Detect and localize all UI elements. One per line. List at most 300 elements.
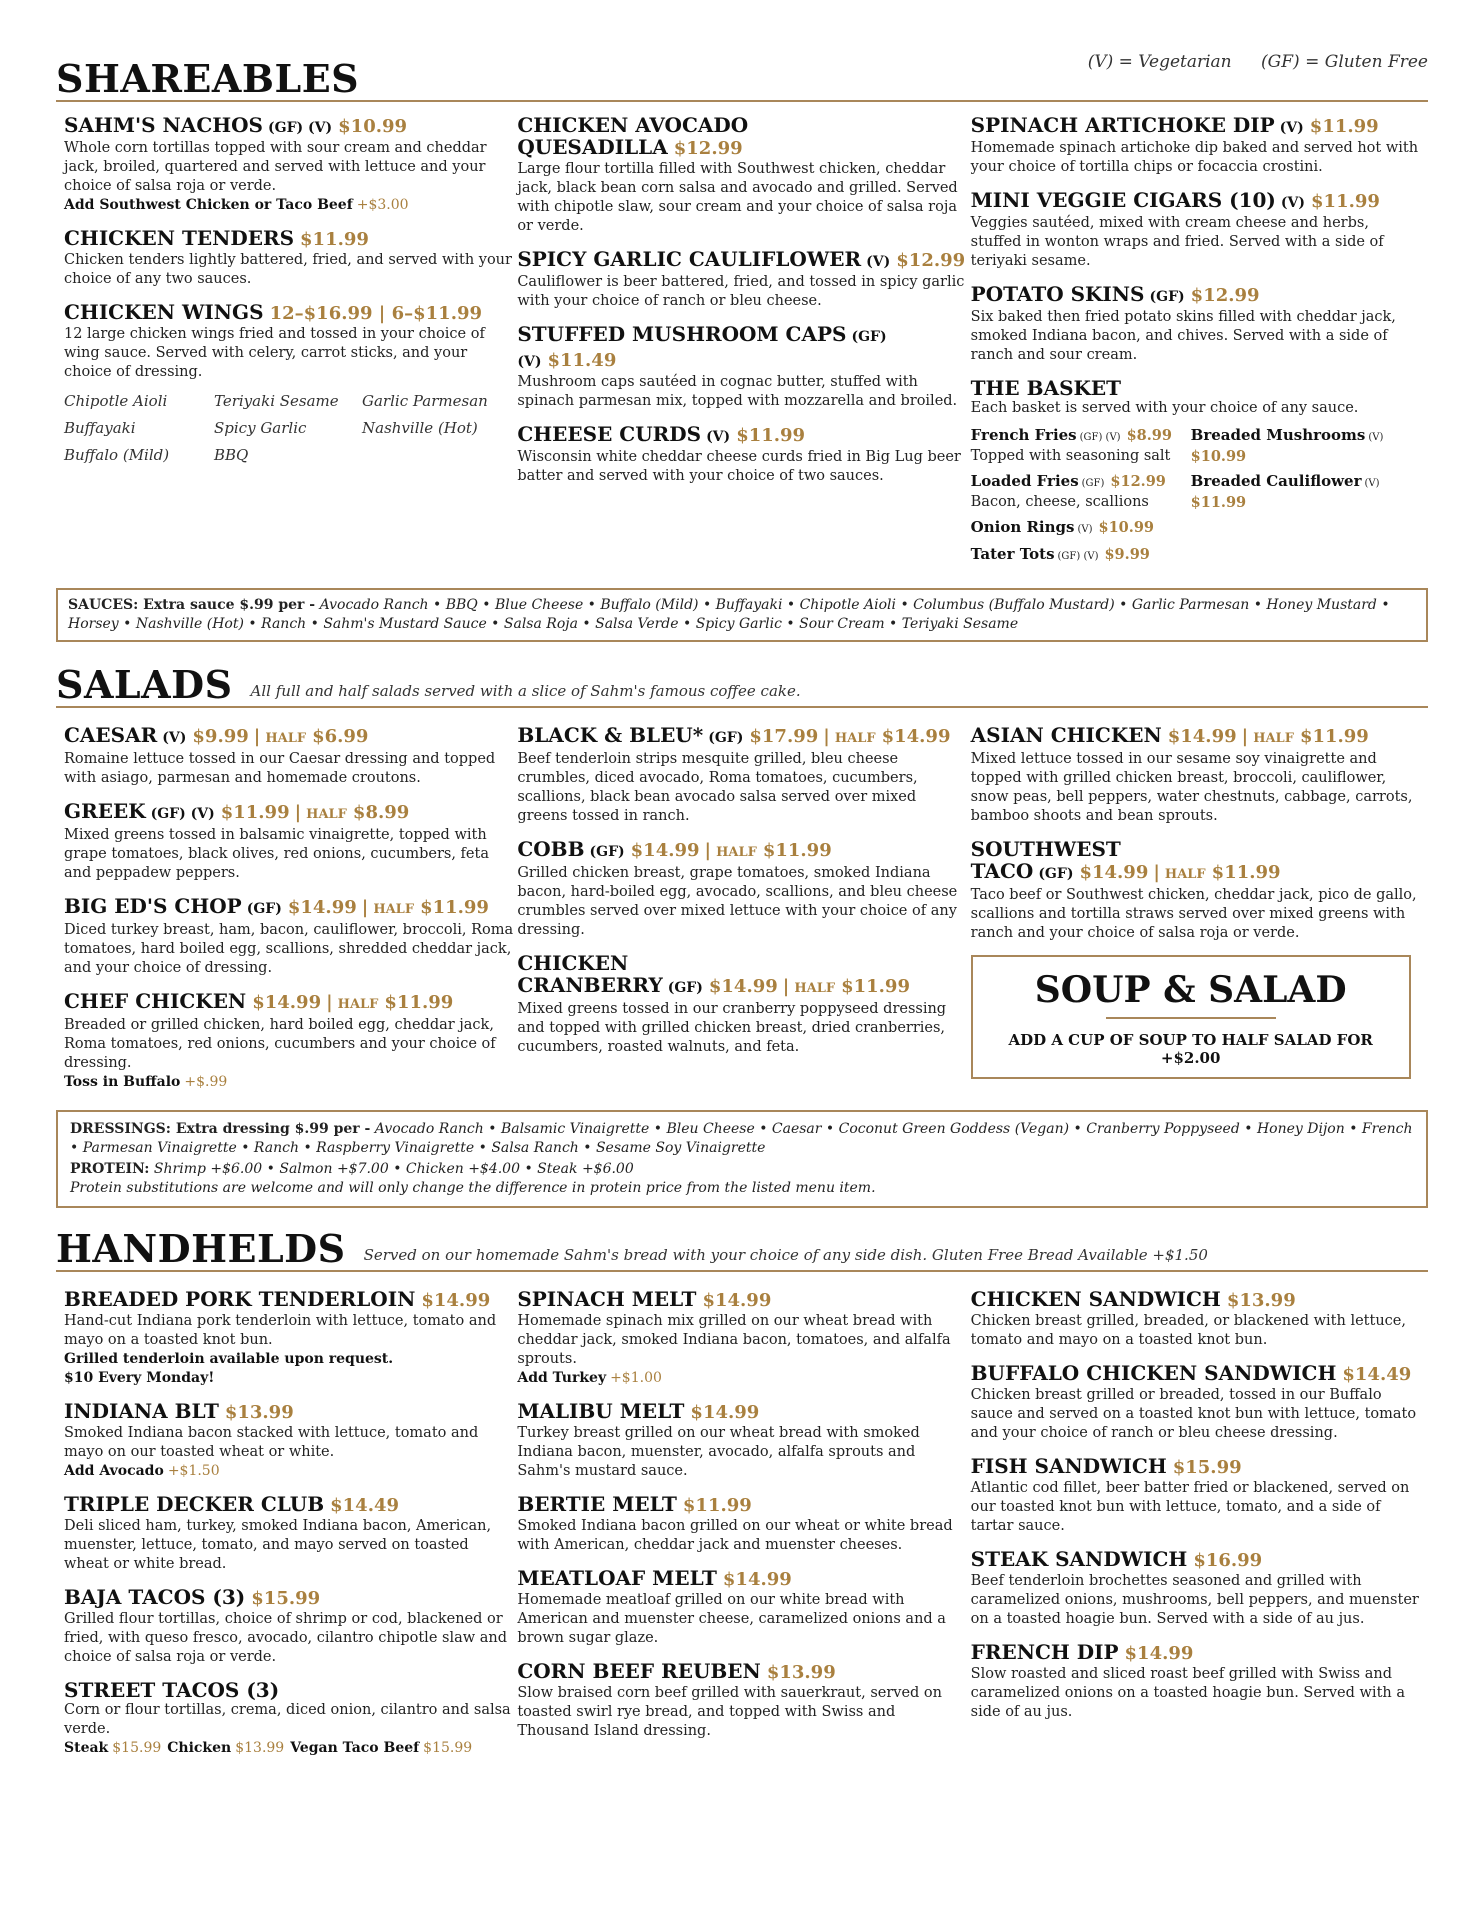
item-description: Beef tenderloin brochettes seasoned and grilled with caramelized onions, mushrooms, bell peppers, and muenster on a toasted hoagie bun. Served with a side of au jus. — [970, 1573, 1419, 1627]
item-name-line — [64, 301, 513, 325]
wing-sauce: Teriyaki Sesame — [214, 392, 339, 410]
diet-tag: (GF) (V) — [150, 806, 215, 822]
item-description: Veggies sautéed, mixed with cream cheese and herbs, stuffed in wonton wraps and fried. Served with a side of teriyaki sesame. — [970, 215, 1384, 269]
item-name-line — [64, 724, 513, 750]
salads-header — [56, 662, 1428, 708]
menu-item — [517, 1493, 966, 1555]
item-name: CHEF CHICKEN — [64, 989, 247, 1013]
item-price: $13.99 — [224, 1402, 294, 1423]
item-price: $14.99 — [722, 1569, 792, 1590]
diet-tag: (V) — [1279, 120, 1304, 136]
half-separator: | — [782, 976, 790, 997]
half-separator: | — [704, 840, 712, 861]
item-name-line — [64, 114, 513, 139]
half-price: $8.99 — [352, 802, 410, 823]
item-extra — [64, 1462, 513, 1481]
diet-tag: (V) — [1280, 195, 1306, 211]
item-name: CAESAR — [64, 723, 158, 747]
protein-line — [70, 1160, 1414, 1179]
basket-item-name: French Fries — [970, 426, 1077, 444]
item-price: $14.99 — [421, 1290, 491, 1311]
item-extra — [64, 1073, 513, 1092]
item-price: $15.99 — [1172, 1457, 1242, 1478]
extra-label: Add Southwest Chicken or Taco Beef — [64, 197, 353, 213]
item-description: Homemade meatloaf grilled on our white bread with American and muenster cheese, caramelized onions and a brown sugar glaze. — [517, 1592, 946, 1646]
menu-item — [64, 301, 513, 464]
item-name: CHICKEN CRANBERRY — [517, 951, 663, 997]
item-price: $14.99 — [702, 1290, 772, 1311]
item-description: Mixed greens tossed in balsamic vinaigrette, topped with grape tomatoes, black olives, red onions, cucumbers, feta and peppadew peppers. — [64, 827, 489, 881]
basket-item-line — [971, 472, 1191, 493]
half-price: $11.99 — [420, 897, 489, 918]
item-name-line — [517, 323, 966, 373]
item-description: Hand-cut Indiana pork tenderloin with lettuce, tomato and mayo on a toasted knot bun. — [64, 1313, 497, 1348]
item-description: Beef tenderloin strips mesquite grilled, bleu cheese crumbles, diced avocado, Roma tomatoes, cucumbers, scallions, black bean avocado salsa served over mixed greens tossed in ranch. — [517, 751, 918, 824]
half-separator: | — [326, 992, 333, 1013]
item-name-line — [517, 1400, 966, 1424]
item-price: $11.99 — [736, 425, 806, 446]
shareables-col-3 — [971, 114, 1420, 584]
menu-item — [971, 283, 1420, 365]
item-name: STEAK SANDWICH — [970, 1547, 1188, 1571]
half-label: HALF — [1164, 867, 1206, 882]
salads-col-2 — [517, 724, 966, 1104]
sauces-label: SAUCES: Extra sauce $.99 per - — [68, 597, 316, 613]
item-name: BAJA TACOS (3) — [64, 1585, 246, 1609]
basket-right — [1191, 426, 1391, 572]
item-extra-2: $10 Every Monday! — [64, 1370, 215, 1386]
menu-item — [64, 1288, 513, 1388]
item-description: Turkey breast grilled on our wheat bread with smoked Indiana bacon, muenster, avocado, alfalfa sprouts and Sahm's mustard sauce. — [517, 1425, 920, 1479]
diet-tag: (GF) (V) — [1057, 551, 1099, 562]
item-name-line — [64, 895, 513, 921]
item-description: Six baked then fried potato skins filled with cheddar jack, smoked Indiana bacon, and chives. Served with a side of ranch and sour cream. — [970, 309, 1396, 363]
menu-item — [517, 724, 966, 826]
menu-item — [64, 1493, 513, 1574]
street-taco-option: Chicken — [167, 1740, 232, 1756]
half-label: HALF — [834, 731, 876, 746]
item-name: CHICKEN TENDERS — [64, 226, 295, 250]
basket-item — [1191, 472, 1391, 512]
street-taco-prices — [64, 1739, 513, 1758]
basket-item-name: Breaded Mushrooms — [1190, 426, 1366, 444]
item-name: TRIPLE DECKER CLUB — [64, 1492, 325, 1516]
dressings-list: Avocado Ranch • Balsamic Vinaigrette • Bleu Cheese • Caesar • Coconut Green Goddess (Vegan) • Cranberry Poppyseed • Honey Dijon • French • Parmesan Vinaigrette • Ranch • Raspberry Vinaigrette • Salsa Ranch • Sesame Soy Vinaigrette — [70, 1121, 1413, 1156]
half-separator: | — [294, 802, 302, 823]
item-name-line — [64, 1288, 513, 1312]
diet-tag: (GF) — [1038, 866, 1074, 882]
salads-col-3 — [971, 724, 1420, 1104]
wing-sauce: BBQ — [214, 446, 249, 464]
item-name: STREET TACOS (3) — [64, 1678, 280, 1702]
item-name: MEATLOAF MELT — [517, 1566, 717, 1590]
item-price: $11.99 — [682, 1495, 752, 1516]
item-description: Smoked Indiana bacon grilled on our wheat or white bread with American, cheddar jack and muenster cheeses. — [517, 1518, 953, 1553]
menu-item — [517, 423, 966, 486]
item-description: Large flour tortilla filled with Southwest chicken, cheddar jack, black bean corn salsa and avocado and grilled. Served with chipotle slaw, sour cream and your choice of salsa roja or verde. — [517, 161, 958, 234]
legend-gluten-free: (GF) = Gluten Free — [1261, 52, 1428, 72]
item-name-line — [517, 1660, 966, 1684]
handhelds-columns — [56, 1288, 1428, 1770]
extra-label: Toss in Buffalo — [64, 1074, 181, 1090]
item-extra — [517, 1369, 966, 1388]
item-name-line — [517, 1567, 966, 1591]
item-name-line — [517, 838, 966, 864]
extra-price: +$1.00 — [610, 1370, 662, 1386]
basket-item-name: Loaded Fries — [970, 472, 1079, 490]
protein-list: Shrimp +$6.00 • Salmon +$7.00 • Chicken +$4.00 • Steak +$6.00 — [153, 1161, 634, 1177]
item-name-line — [971, 1548, 1420, 1572]
item-price: $12.99 — [1190, 285, 1260, 306]
item-name-line — [517, 423, 966, 448]
half-separator: | — [823, 726, 830, 747]
diet-tag: (GF) — [1081, 478, 1105, 489]
item-description: Chicken breast grilled, breaded, or blackened with lettuce, tomato and mayo on a toasted knot bun. — [970, 1313, 1406, 1348]
basket-left — [971, 426, 1191, 572]
basket-title: THE BASKET — [970, 376, 1122, 400]
half-price: $14.99 — [881, 726, 951, 747]
item-price: $14.99 — [252, 992, 322, 1013]
menu-item — [64, 800, 513, 883]
menu-item — [971, 838, 1420, 943]
half-separator: | — [1153, 862, 1160, 883]
item-extra — [64, 196, 513, 215]
item-name: SPINACH MELT — [517, 1287, 697, 1311]
item-price: $16.99 — [1193, 1550, 1263, 1571]
menu-item — [64, 1679, 513, 1758]
item-description: 12 large chicken wings fried and tossed in your choice of wing sauce. Served with celery, carrot sticks, and your choice of dressing. — [64, 326, 485, 380]
diet-tag: (V) — [1368, 432, 1384, 443]
item-name: BUFFALO CHICKEN SANDWICH — [970, 1361, 1337, 1385]
diet-tag: (V) — [162, 730, 187, 746]
basket-item-price: $8.99 — [1126, 427, 1172, 444]
basket-item-price: $9.99 — [1104, 546, 1150, 563]
diet-tag: (GF) — [1149, 289, 1185, 305]
extra-label: Grilled tenderloin available upon request. — [64, 1351, 394, 1367]
item-name: BLACK & BLEU* — [517, 723, 704, 747]
diet-tag: (GF) — [708, 730, 744, 746]
item-price: $14.49 — [330, 1495, 400, 1516]
wing-sauce: Chipotle Aioli — [64, 392, 168, 410]
item-description: Mushroom caps sautéed in cognac butter, stuffed with spinach parmesan mix, topped with mozzarella and broiled. — [517, 374, 958, 409]
basket-item-line — [1191, 426, 1391, 447]
item-name: SPINACH ARTICHOKE DIP — [970, 113, 1275, 137]
half-price: $11.99 — [841, 976, 910, 997]
menu-item — [971, 1362, 1420, 1443]
item-description: Mixed greens tossed in our cranberry poppyseed dressing and topped with grilled chicken breast, dried cranberries, cucumbers, roasted walnuts, and feta. — [517, 1001, 947, 1055]
item-name-line — [517, 114, 966, 160]
item-name-line — [517, 1493, 966, 1517]
item-name-line — [971, 1362, 1420, 1386]
menu-item — [971, 189, 1420, 271]
item-name: POTATO SKINS — [970, 282, 1145, 306]
salads-subtitle: All full and half salads served with a slice of Sahm's famous coffee cake. — [250, 682, 801, 700]
half-label: HALF — [373, 902, 415, 917]
item-description: Slow braised corn beef grilled with sauerkraut, served on toasted swirl rye bread, and topped with Swiss and Thousand Island dressing. — [517, 1685, 942, 1739]
item-name-line — [64, 1679, 513, 1701]
menu-item — [64, 227, 513, 289]
item-name-line — [971, 838, 1420, 886]
menu-item — [517, 114, 966, 236]
item-name: SOUTHWEST TACO — [970, 837, 1121, 883]
diet-tag: (V) — [866, 254, 891, 270]
basket-item-price: $10.99 — [1190, 448, 1247, 465]
item-extra — [64, 1350, 513, 1369]
shareables-col-1 — [64, 114, 513, 584]
basket-item-line — [971, 518, 1191, 539]
item-price: $11.49 — [547, 350, 617, 371]
soup-salad-title: SOUP & SALAD — [1034, 969, 1347, 1011]
item-description: Diced turkey breast, ham, bacon, cauliflower, broccoli, Roma tomatoes, hard boiled egg, scallions, shredded cheddar jack, and your choice of dressing. — [64, 922, 514, 976]
item-description: Homemade spinach artichoke dip baked and served hot with your choice of tortilla chips or focaccia crostini. — [970, 140, 1419, 175]
item-name-line — [971, 114, 1420, 139]
wing-sauce: Spicy Garlic — [214, 419, 307, 437]
salads-title: SALADS — [56, 662, 233, 707]
item-price: $11.99 — [1309, 116, 1379, 137]
item-price: $11.99 — [300, 229, 369, 250]
wing-sauce: Buffayaki — [64, 419, 136, 437]
dressings-label: DRESSINGS: Extra dressing $.99 per - — [70, 1121, 371, 1137]
basket-description: Each basket is served with your choice of any sauce. — [970, 400, 1359, 416]
menu-item — [971, 724, 1420, 826]
half-label: HALF — [337, 997, 379, 1012]
item-name: SAHM'S NACHOS — [64, 113, 264, 137]
basket-item-line — [1191, 472, 1391, 493]
extra-price: +$1.50 — [167, 1463, 220, 1479]
item-price: $14.99 — [1167, 726, 1237, 747]
basket-item-name: Tater Tots — [970, 545, 1055, 563]
menu-item — [64, 724, 513, 788]
extra-label: Add Avocado — [64, 1463, 164, 1479]
wing-sauce-list — [64, 392, 513, 464]
menu-item — [517, 838, 966, 940]
item-name-line — [971, 1641, 1420, 1665]
menu-item — [971, 1548, 1420, 1629]
basket-item-price: $11.99 — [1190, 494, 1247, 511]
half-label: HALF — [1253, 731, 1294, 746]
item-name-line — [64, 990, 513, 1016]
item-price: $9.99 — [192, 726, 249, 747]
item-name-line — [971, 189, 1420, 214]
basket-item-line — [971, 426, 1191, 447]
basket-section — [971, 377, 1420, 572]
basket-item-desc: Bacon, cheese, scallions — [970, 494, 1149, 510]
extra-price: +$3.00 — [356, 197, 409, 213]
item-name: CHICKEN SANDWICH — [970, 1287, 1221, 1311]
menu-item — [64, 990, 513, 1092]
half-separator: | — [361, 897, 369, 918]
item-price: $10.99 — [338, 116, 408, 137]
item-name: INDIANA BLT — [64, 1399, 219, 1423]
item-description: Wisconsin white cheddar cheese curds fried in Big Lug beer batter and served with your choice of two sauces. — [517, 449, 961, 484]
item-description: Chicken breast grilled or breaded, tossed in our Buffalo sauce and served on a toasted knot bun with lettuce, tomato and your choice of ranch or bleu cheese dressing. — [970, 1387, 1417, 1441]
item-price: $14.49 — [1342, 1364, 1412, 1385]
basket-grid — [971, 426, 1420, 572]
item-name-line — [971, 1455, 1420, 1479]
item-description: Atlantic cod fillet, beer batter fried or blackened, served on our toasted knot bun with lettuce, tomato, and a side of tartar sauce. — [970, 1480, 1410, 1534]
menu-item — [971, 1641, 1420, 1722]
item-name: CHICKEN WINGS — [64, 300, 264, 324]
item-name: COBB — [517, 837, 585, 861]
item-name: BIG ED'S CHOP — [64, 894, 242, 918]
diet-tag: (GF) — [589, 844, 625, 860]
half-label: HALF — [716, 845, 757, 860]
basket-item-desc: Topped with seasoning salt — [970, 448, 1171, 464]
item-description: Deli sliced ham, turkey, smoked Indiana bacon, American, muenster, lettuce, tomato, and mayo served on toasted wheat or white bread. — [64, 1518, 492, 1572]
item-price: $14.99 — [630, 840, 700, 861]
salads-columns — [56, 724, 1428, 1104]
shareables-header — [56, 52, 1428, 102]
street-taco-option: Steak — [64, 1740, 109, 1756]
basket-item — [971, 472, 1191, 512]
street-taco-price: $15.99 — [423, 1740, 473, 1756]
diet-tag: (GF) (V) — [517, 329, 887, 370]
handhelds-col-2 — [517, 1288, 966, 1770]
basket-item-name: Onion Rings — [970, 518, 1075, 536]
shareables-columns — [56, 114, 1428, 584]
item-name-line — [517, 724, 966, 750]
item-name: FISH SANDWICH — [970, 1454, 1167, 1478]
wing-sauce: Garlic Parmesan — [362, 392, 488, 410]
item-description: Slow roasted and sliced roast beef grilled with Swiss and caramelized onions on a toasted hoagie bun. Served with a side of au jus. — [970, 1666, 1405, 1720]
menu-item — [64, 1586, 513, 1667]
basket-item-price: $10.99 — [1098, 519, 1154, 536]
handhelds-col-3 — [971, 1288, 1420, 1770]
wing-sauce — [362, 446, 502, 464]
menu-item — [517, 1567, 966, 1648]
diet-tag: (V) — [1364, 478, 1380, 489]
item-price: $15.99 — [251, 1588, 321, 1609]
half-price: $11.99 — [384, 992, 454, 1013]
item-description: Whole corn tortillas topped with sour cream and cheddar jack, broiled, quartered and served with lettuce and your choice of salsa roja or verde. — [64, 140, 487, 194]
half-label: HALF — [265, 731, 307, 746]
item-price: $14.99 — [708, 976, 778, 997]
item-name: MINI VEGGIE CIGARS (10) — [970, 188, 1276, 212]
handhelds-col-1 — [64, 1288, 513, 1770]
item-description: Smoked Indiana bacon stacked with lettuce, tomato and mayo on our toasted wheat or white. — [64, 1425, 479, 1460]
item-description: Taco beef or Southwest chicken, cheddar jack, pico de gallo, scallions and tortilla straws served over mixed greens with ranch and your choice of salsa roja or verde. — [970, 887, 1417, 941]
menu-item — [971, 1455, 1420, 1536]
menu-item — [64, 114, 513, 215]
item-price: $14.99 — [1124, 1643, 1194, 1664]
half-price: $11.99 — [1211, 862, 1281, 883]
menu-item — [517, 1400, 966, 1481]
diet-tag: (GF) — [246, 901, 282, 917]
half-price: $11.99 — [1299, 726, 1369, 747]
item-name: SPICY GARLIC CAULIFLOWER — [517, 247, 862, 271]
menu-item — [517, 1660, 966, 1741]
item-name-line — [971, 1288, 1420, 1312]
diet-tag: (GF) (V) — [268, 120, 333, 136]
basket-item — [971, 545, 1191, 566]
item-name: STUFFED MUSHROOM CAPS — [517, 322, 847, 346]
menu-page — [56, 52, 1428, 1770]
wing-sauce: Buffalo (Mild) — [64, 446, 170, 464]
half-separator: | — [1241, 726, 1249, 747]
soup-salad-offer: ADD A CUP OF SOUP TO HALF SALAD FOR +$2.00 — [1008, 1031, 1373, 1067]
item-price: $17.99 — [749, 726, 819, 747]
legend-vegetarian: (V) = Vegetarian — [1087, 52, 1232, 72]
soup-salad-box — [971, 955, 1411, 1079]
menu-item — [64, 1400, 513, 1481]
menu-item — [971, 114, 1420, 177]
item-price: $14.99 — [690, 1402, 760, 1423]
item-name-line — [64, 800, 513, 826]
item-name: BERTIE MELT — [517, 1492, 677, 1516]
menu-item — [517, 1288, 966, 1388]
item-name-line — [64, 1586, 513, 1610]
wing-sauce: Nashville (Hot) — [362, 419, 478, 437]
sauces-list: Avocado Ranch • BBQ • Blue Cheese • Buffalo (Mild) • Buffayaki • Chipotle Aioli • Columbus (Buffalo Mustard) • Garlic Parmesan • Honey Mustard • Horsey • Nashville (Hot) • Ranch • Sahm's Mustard Sauce • Salsa Roja • Salsa Verde • Spicy Garlic • Sour Cream • Teriyaki Sesame — [68, 597, 1390, 632]
item-name-line — [64, 1400, 513, 1424]
item-name: GREEK — [64, 799, 146, 823]
basket-item-name: Breaded Cauliflower — [1190, 472, 1362, 490]
item-description: Chicken tenders lightly battered, fried, and served with your choice of any two sauces. — [64, 252, 512, 287]
item-price: $13.99 — [766, 1662, 836, 1683]
item-name-line — [971, 283, 1420, 308]
soup-salad-divider — [1106, 1017, 1276, 1019]
item-price: $14.99 — [1079, 862, 1149, 883]
item-name-line — [64, 1493, 513, 1517]
item-name: ASIAN CHICKEN — [970, 723, 1162, 747]
item-name: MALIBU MELT — [517, 1399, 685, 1423]
dressings-line — [70, 1120, 1414, 1158]
item-price: $11.99 — [220, 802, 290, 823]
item-price: $12.99 — [896, 250, 966, 271]
diet-tag: (GF) (V) — [1079, 432, 1121, 443]
street-taco-price: $15.99 — [112, 1740, 162, 1756]
item-description: Grilled flour tortillas, choice of shrimp or cod, blackened or fried, with queso fresco, avocado, cilantro chipotle slaw and choice of salsa roja or verde. — [64, 1611, 508, 1665]
diet-legend — [1064, 52, 1428, 72]
extra-price: +$.99 — [184, 1074, 228, 1090]
item-price: $14.99 — [287, 897, 357, 918]
protein-label: PROTEIN: — [70, 1161, 150, 1177]
basket-item-price: $12.99 — [1110, 473, 1166, 490]
handhelds-title: HANDHELDS — [56, 1226, 346, 1271]
item-price: $12.99 — [673, 138, 743, 159]
menu-item — [64, 895, 513, 978]
handhelds-header — [56, 1226, 1428, 1272]
item-name-line — [517, 952, 966, 1000]
extra-label: Add Turkey — [517, 1370, 607, 1386]
dressings-box — [56, 1110, 1428, 1208]
diet-tag: (GF) — [667, 980, 703, 996]
street-taco-price: $13.99 — [235, 1740, 285, 1756]
handhelds-subtitle: Served on our homemade Sahm's bread with your choice of any side dish. Gluten Free Bread Available +$1.50 — [363, 1246, 1208, 1264]
item-price: 12–$16.99 | 6–$11.99 — [269, 303, 483, 324]
protein-note: Protein substitutions are welcome and will only change the difference in protein price from the listed menu item. — [70, 1180, 876, 1196]
item-description: Corn or flour tortillas, crema, diced onion, cilantro and salsa verde. — [64, 1702, 511, 1737]
basket-item — [1191, 426, 1391, 466]
half-price: $6.99 — [312, 726, 369, 747]
item-name-line — [971, 724, 1420, 750]
sauces-box — [56, 588, 1428, 642]
diet-tag: (V) — [1077, 524, 1093, 535]
menu-item — [517, 323, 966, 411]
shareables-col-2 — [517, 114, 966, 584]
half-separator: | — [253, 726, 261, 747]
shareables-title: SHAREABLES — [56, 56, 360, 101]
item-description: Homemade spinach mix grilled on our wheat bread with cheddar jack, smoked Indiana bacon, tomatoes, and alfalfa sprouts. — [517, 1313, 951, 1367]
item-description: Cauliflower is beer battered, fried, and tossed in spicy garlic with your choice of ranch or bleu cheese. — [517, 274, 965, 309]
salads-col-1 — [64, 724, 513, 1104]
menu-item — [971, 1288, 1420, 1350]
item-name: CHICKEN AVOCADO QUESADILLA — [517, 113, 749, 159]
item-name-line — [64, 227, 513, 251]
item-description: Mixed lettuce tossed in our sesame soy vinaigrette and topped with grilled chicken breast, broccoli, cauliflower, snow peas, bell peppers, water chestnuts, cabbage, carrots, bamboo shoots and bean sprouts. — [970, 751, 1413, 824]
item-name: CHEESE CURDS — [517, 422, 702, 446]
item-description: Romaine lettuce tossed in our Caesar dressing and topped with asiago, parmesan and homemade croutons. — [64, 751, 496, 786]
